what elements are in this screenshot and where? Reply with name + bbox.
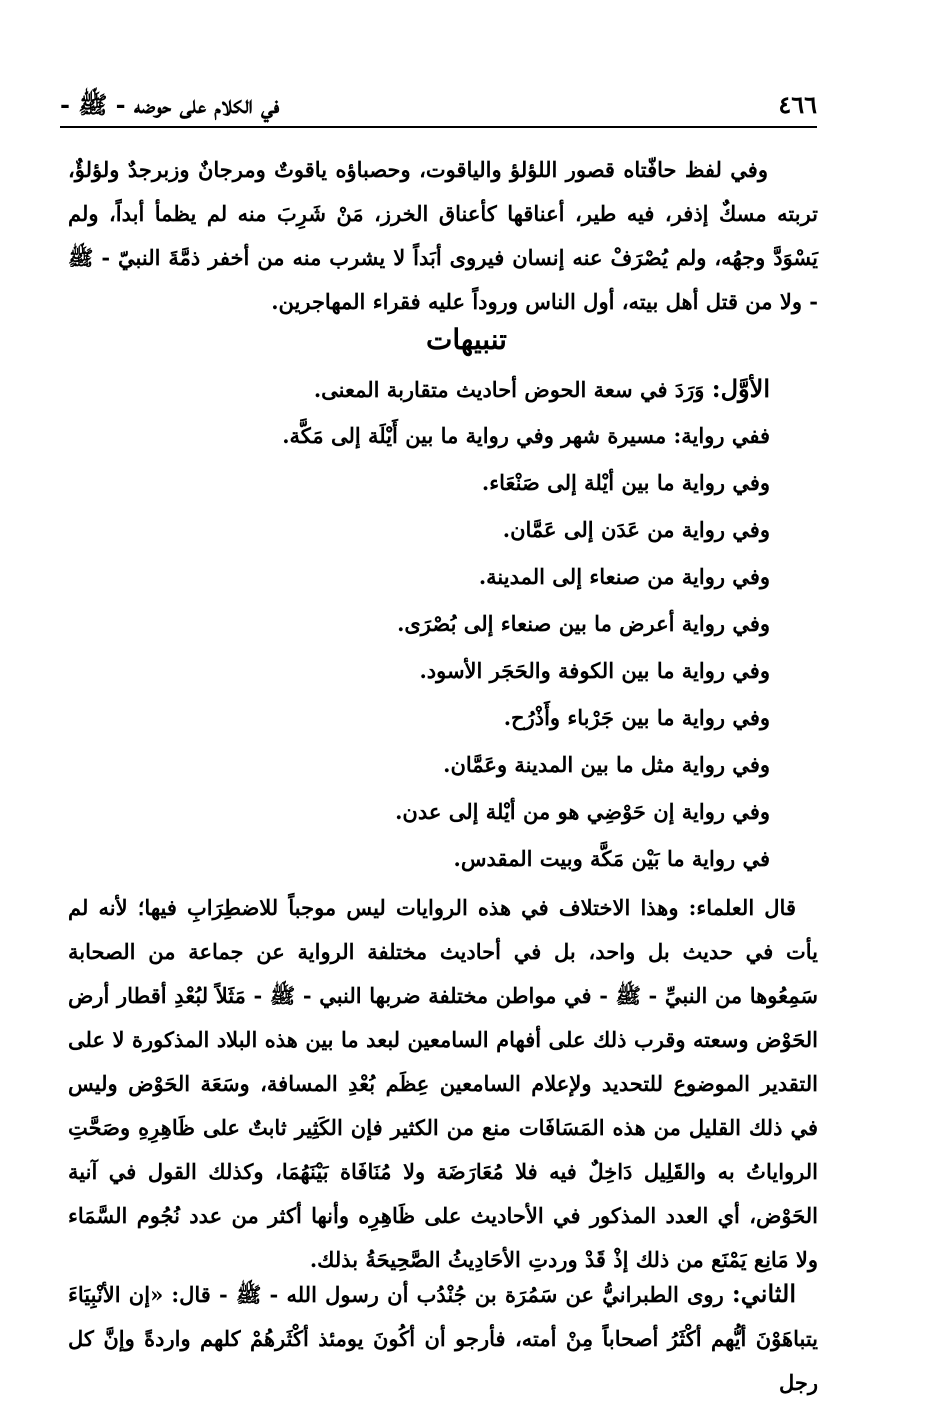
list-item: وفي رواية من صنعاء إلى المدينة. — [478, 564, 770, 589]
list-item-text: وَرَدَ في سعة الحوض أحاديث متقاربة المعنى. — [313, 377, 712, 402]
list-item: ففي رواية: مسيرة شهر وفي رواية ما بين أَيْلَة إلى مَكَّة. — [282, 423, 770, 448]
second-text: روى الطبرانيُّ عن سَمُرَة بن جُنْدُب أن رسول الله - ﷺ - قال: «إن الأنْبِيَاءَ يتباهَوْنَ أيُّهم أكْثَرُ أصحاباً مِنْ أمته، فأرجو أن أكُونَ يومئذ أكْثَرهُمْ كلهم واردةً وإنَّ كل رجل — [68, 1282, 818, 1395]
narrations-list — [250, 365, 770, 882]
list-lead-label: الأوَّل: — [711, 374, 770, 403]
paragraph-second — [68, 1272, 818, 1405]
list-item: وفي رواية إن حَوْضِي هو من أيْلة إلى عدن. — [395, 799, 770, 824]
paragraph-scholars: قال العلماء: وهذا الاختلاف في هذه الروايات ليس موجباً للاضطِرَابِ فيها؛ لأنه لم يأت في حديث بل واحد، بل في أحاديث مختلفة الرواية عن جماعة من الصحابة سَمِعُوها من النبيِّ - ﷺ - في مواطن مختلفة ضربها النبي - ﷺ - مَثَلاً لبُعْدِ أقطار أرض الحَوْض وسعته وقرب ذلك على أفهام السامعين لبعد ما بين هذه البلاد المذكورة لا على التقدير الموضوع للتحديد ولإعلام السامعين عِظَم بُعْدِ المسافة، وسَعَة الحَوْض وليس في ذلك القليل من هذه المَسَافَات منع من الكثير فإن الكَثِير ثابتٌ على ظَاهِرِهِ وصَحَّتِ الرواياتُ به والقَلِيل دَاخِلٌ فيه فلا مُعَارَضَة ولا مُنَافَاة بَيْنَهُمَا، وكذلك القول في آنية الحَوْض، أي العدد المذكور في الأحاديث على ظَاهِرِه وأنها أكثر من عدد نُجُوم السَّمَاء ولا مَانِع يَمْنَع من ذلك إذْ قَدْ وردتِ الأحَادِيثُ الصَّحِيحَةُ بذلك. — [68, 895, 818, 1272]
list-item: في رواية ما بَيْن مَكَّة وبيت المقدس. — [453, 846, 770, 871]
page-header — [60, 88, 817, 128]
section-heading: تنبيهات — [426, 323, 507, 356]
list-item: وفي رواية ما بين جَرْباء وأَذْرُح. — [503, 705, 770, 730]
list-item: وفي رواية ما بين أيْلة إلى صَنْعَاء. — [481, 470, 770, 495]
second-lead-label: الثاني: — [731, 1279, 796, 1308]
page-number: ٤٦٦ — [778, 90, 817, 119]
list-item: وفي رواية ما بين الكوفة والحَجَر الأسود. — [419, 658, 770, 683]
list-item: وفي رواية أعرض ما بين صنعاء إلى بُصْرَى. — [397, 611, 770, 636]
running-title: في الكلام على حوضه - ﷺ - — [60, 90, 280, 119]
paragraph-intro: وفي لفظ حافّتاه قصور اللؤلؤ والياقوت، وحصباؤه ياقوتٌ ومرجانٌ وزبرجدٌ ولؤلؤٌ، تربته مسكٌ إذفر، فيه طير، أعناقها كأعناق الخرز، مَنْ شَرِبَ منه لم يظمأ أبداً، ولم يَسْوَدَّ وجهُه، ولم يُصْرَفْ عنه إنسان فيروى أبَداً لا يشرب منه من أخفر ذمَّةَ النبيّ - ﷺ - ولا من قتل أهل بيته، أول الناس وروداً عليه فقراء المهاجرين. — [68, 157, 818, 314]
list-item: وفي رواية مثل ما بين المدينة وعَمَّان. — [443, 752, 770, 777]
list-item-first — [250, 365, 770, 412]
list-item: وفي رواية من عَدَن إلى عَمَّان. — [502, 517, 770, 542]
